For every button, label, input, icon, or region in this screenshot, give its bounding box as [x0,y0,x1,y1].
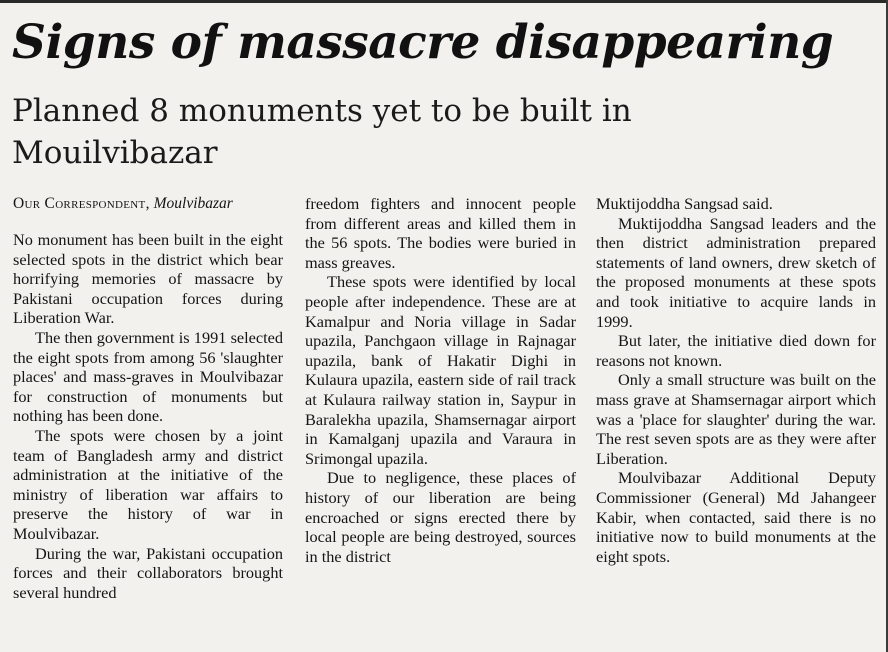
paragraph: No monument has been built in the eight selected spots in the district which bear horrifying memories of massacre by Pakistani occupation forces during Liberation War. [13,230,283,328]
paragraph: freedom fighters and innocent people from different areas and killed them in the 56 spots. The bodies were buried in mass greaves. [305,194,576,272]
article-column-3 [596,194,876,644]
paragraph: Only a small structure was built on the mass grave at Shamsernagar airport which was a 'place for slaughter' during the war. The rest seven spots are as they were after Liberation. [596,370,876,468]
paragraph: Muktijoddha Sangsad said. [596,194,773,213]
top-rule [0,0,888,3]
byline-correspondent: Our Correspondent, [13,195,150,212]
paragraph: The then government is 1991 selected the eight spots from among 56 'slaughter places' and mass-graves in Moulvibazar for construction of monuments but nothing has been done. [13,327,283,426]
paragraph: Moulvibazar Additional Deputy Commissioner (General) Md Jahangeer Kabir, when contacted, said there is no initiative now to build monuments at the eight spots. [596,468,876,566]
paragraph: Due to negligence, these places of history of our liberation are being encroached or signs erected there by local people are being destroyed, sources in the district [305,468,576,566]
byline-place: Moulvibazar [153,195,233,212]
headline: Signs of massacre disappearing [12,15,834,70]
paragraph: The spots were chosen by a joint team of Bangladesh army and district administration at the initiative of the ministry of liberation war affairs to preserve the history of war in Moulvibazar. [13,425,283,543]
byline [13,194,283,213]
subhead: Planned 8 monuments yet to be built in Mouilvibazar [12,93,632,171]
paragraph: But later, the initiative died down for reasons not known. [596,331,876,370]
paragraph: During the war, Pakistani occupation forces and their collaborators brought several hundred [13,543,283,602]
paragraph: These spots were identified by local people after independence. These are at Kamalpur and Noria village in Sadar upazila, Panchgaon village in Rajnagar upazila, bank of Hakatir Dighi in Kulaura upazila, eastern side of rail track at Kulaura railway station in, Saypur in Baralekha upazila, Shamsernagar airport in Kamalganj upazila and Varaura in Srimongal upazila. [305,272,576,468]
article-column-2 [305,194,576,644]
article-column-1 [13,194,283,644]
paragraph: Muktijoddha Sangsad leaders and the then district administration prepared statements of land owners, drew sketch of the proposed monuments at these spots and took initiative to acquire lands in 1999. [596,213,876,331]
